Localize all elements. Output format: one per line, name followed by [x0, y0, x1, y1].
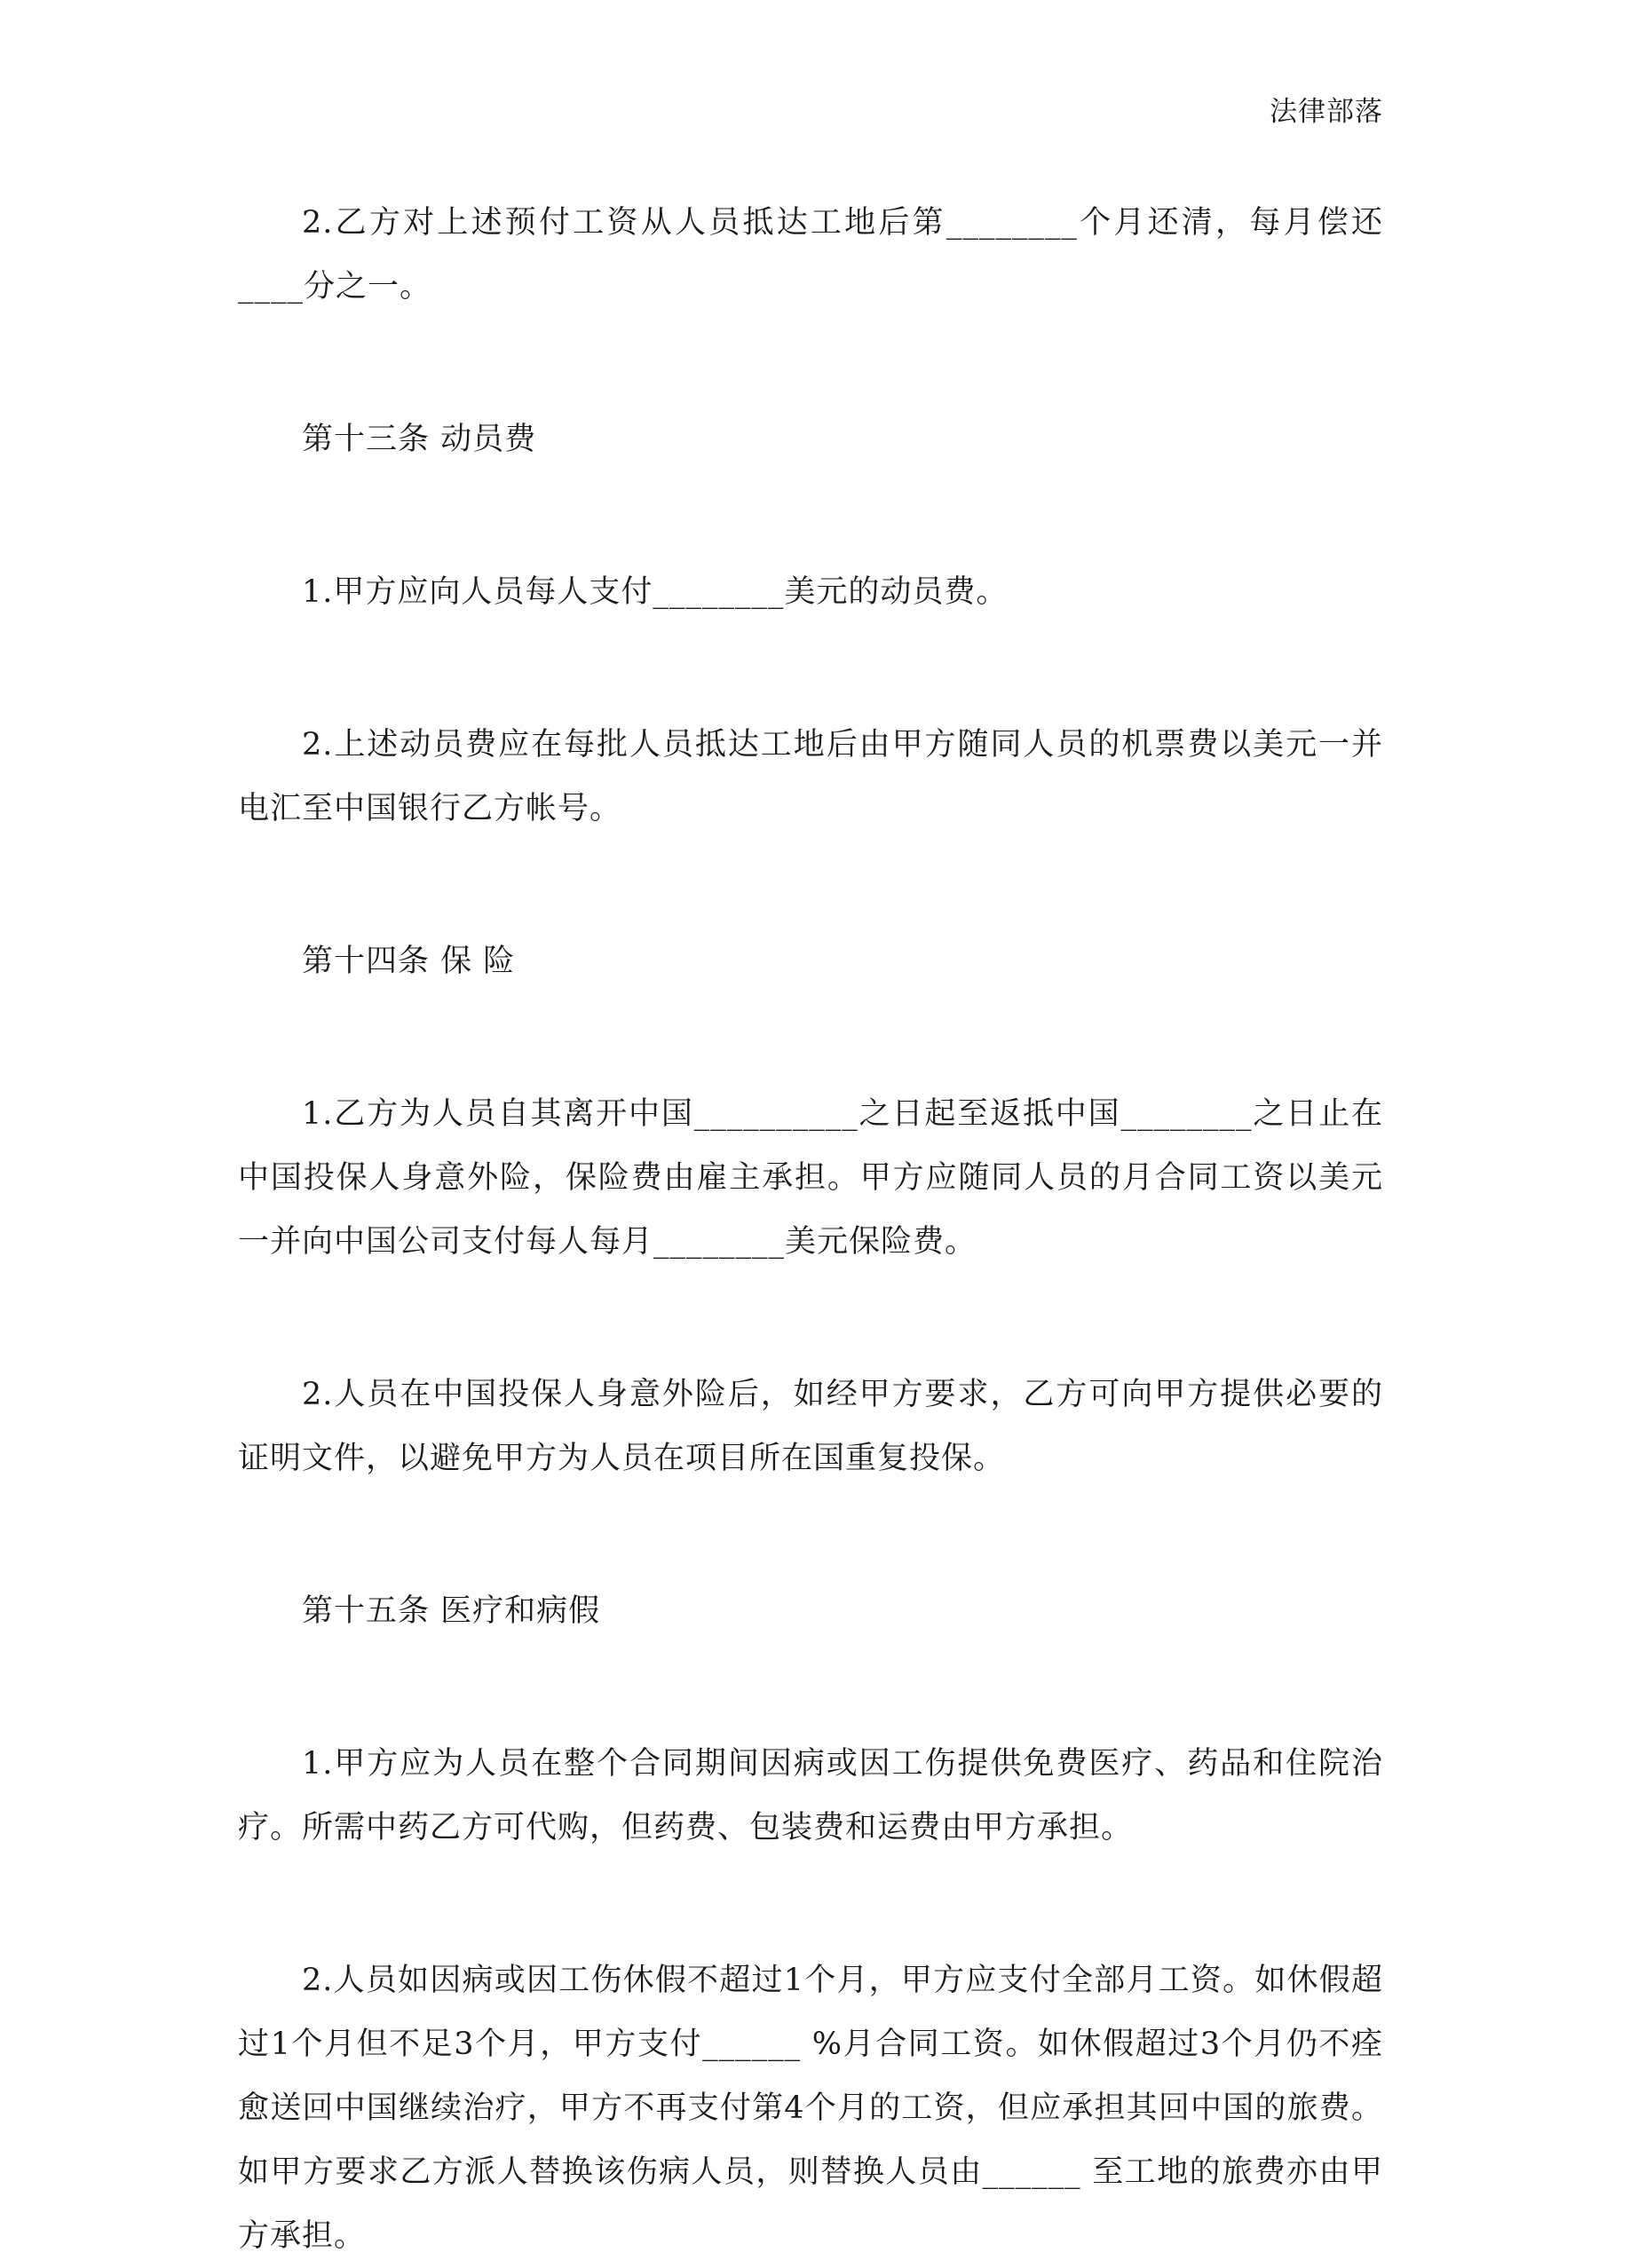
article-13-heading: 第十三条 动员费 — [302, 422, 537, 457]
document-body — [238, 191, 1383, 2268]
article-15-heading: 第十五条 医疗和病假 — [302, 1593, 601, 1629]
paragraph-insurance-1: 1.乙方为人员自其离开中国__________之日起至返抵中国________之日止在中国投保人身意外险，保险费由雇主承担。甲方应随同人员的月合同工资以美元一并向中国公司支付每人每月________美元保险费。 — [238, 1096, 1383, 1260]
paragraph-medical-1: 1.甲方应为人员在整个合同期间因病或因工伤提供免费医疗、药品和住院治疗。所需中药乙方可代购，但药费、包装费和运费由甲方承担。 — [238, 1746, 1383, 1845]
paragraph-repayment: 2.乙方对上述预付工资从人员抵达工地后第________个月还清，每月偿还____分之一。 — [238, 205, 1383, 304]
article-14-heading: 第十四条 保 险 — [302, 944, 516, 979]
paragraph-mobilization-fee-2: 2.上述动员费应在每批人员抵达工地后由甲方随同人员的机票费以美元一并电汇至中国银行乙方帐号。 — [238, 727, 1383, 826]
paragraph-insurance-2: 2.人员在中国投保人身意外险后，如经甲方要求，乙方可向甲方提供必要的证明文件，以避免甲方为人员在项目所在国重复投保。 — [238, 1377, 1383, 1476]
header-brand: 法律部落 — [1270, 96, 1383, 128]
paragraph-medical-2: 2.人员如因病或因工伤休假不超过1个月，甲方应支付全部月工资。如休假超过1个月但不足3个月，甲方支付______ %月合同工资。如休假超过3个月仍不痊愈送回中国继续治疗，甲方不再支付第4个月的工资，但应承担其回中国的旅费。如甲方要求乙方派人替换该伤病人员，则替换人员由______ 至工地的旅费亦由甲方承担。 — [238, 1963, 1383, 2254]
paragraph-mobilization-fee-1: 1.甲方应向人员每人支付________美元的动员费。 — [302, 574, 1009, 610]
